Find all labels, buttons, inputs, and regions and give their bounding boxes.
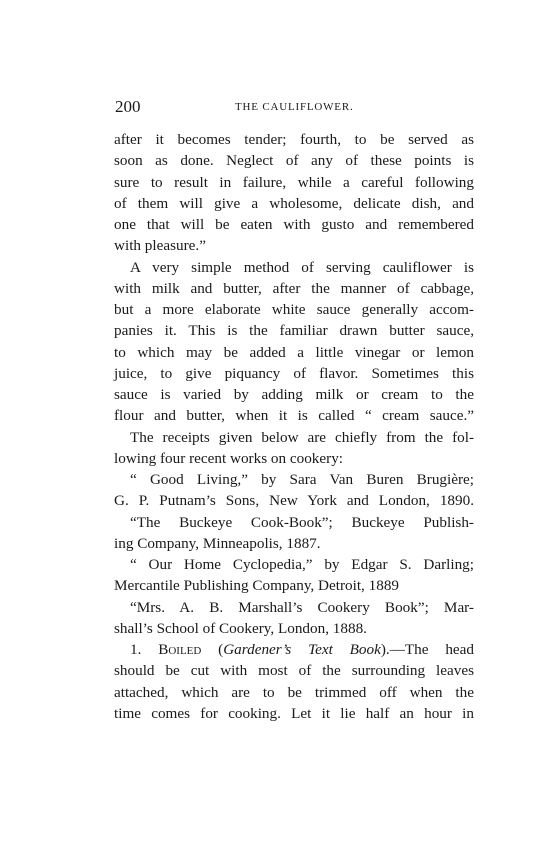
text-line: one that will be eaten with gusto and remembered: [114, 216, 474, 233]
text-line: shall’s School of Cookery, London, 1888.: [114, 619, 367, 637]
text-line: sure to result in failure, while a careful following: [114, 173, 474, 191]
text-line: but a more elaborate white sauce generally accom-: [114, 301, 474, 318]
page-number: 200: [115, 97, 141, 116]
text-line: sauce is varied by adding milk or cream to the: [114, 386, 474, 403]
text-line: A very simple method of serving cauliflower is: [130, 258, 474, 276]
text-line: “ Good Living,” by Sara Van Buren Brugière;: [130, 471, 474, 488]
text-line: “The Buckeye Cook-Book”; Buckeye Publish-: [130, 513, 474, 531]
running-title: THE CAULIFLOWER.: [235, 101, 354, 113]
text-line: The receipts given below are chiefly from the fol-: [130, 428, 474, 446]
recipe-heading-line: [114, 639, 474, 660]
recipe-first-line-rest: The head: [404, 641, 474, 658]
text-line: with milk and butter, after the manner of cabbage,: [114, 279, 474, 297]
text-line: soon as done. Neglect of any of these points is: [114, 152, 474, 170]
body-text: [114, 129, 474, 724]
recipe-number: 1.: [130, 641, 159, 658]
text-line: lowing four recent works on cookery:: [114, 449, 344, 467]
text-line: G. P. Putnam’s Sons, New York and London, 1890.: [114, 492, 474, 510]
recipe-source-open: (: [218, 641, 224, 658]
text-line: to which may be added a little vinegar or lemon: [114, 343, 474, 361]
text-line: panies it. This is the familiar drawn butter sauce,: [114, 322, 474, 340]
text-line: flour and butter, when it is called “ cream sauce.”: [114, 407, 474, 425]
text-line: time comes for cooking. Let it lie half an hour in: [114, 704, 474, 722]
text-line: Mercantile Publishing Company, Detroit, 1889: [114, 577, 400, 595]
recipe-name: Boiled: [158, 641, 202, 658]
page-header: [115, 97, 475, 121]
text-line: “ Our Home Cyclopedia,” by Edgar S. Darling;: [130, 556, 474, 573]
recipe-source: Gardener’s Text Book: [223, 641, 381, 658]
text-line: with pleasure.”: [114, 237, 206, 255]
text-line: attached, which are to be trimmed off when the: [114, 683, 474, 701]
text-line: should be cut with most of the surrounding leaves: [114, 662, 474, 680]
text-line: after it becomes tender; fourth, to be served as: [114, 131, 474, 148]
text-line: ing Company, Minneapolis, 1887.: [114, 534, 321, 552]
text-line: “Mrs. A. B. Marshall’s Cookery Book”; Mar-: [130, 598, 474, 616]
recipe-source-close: ).—: [380, 641, 405, 658]
text-line: of them will give a wholesome, delicate dish, and: [114, 194, 474, 212]
text-line: juice, to give piquancy of flavor. Sometimes this: [114, 364, 474, 382]
